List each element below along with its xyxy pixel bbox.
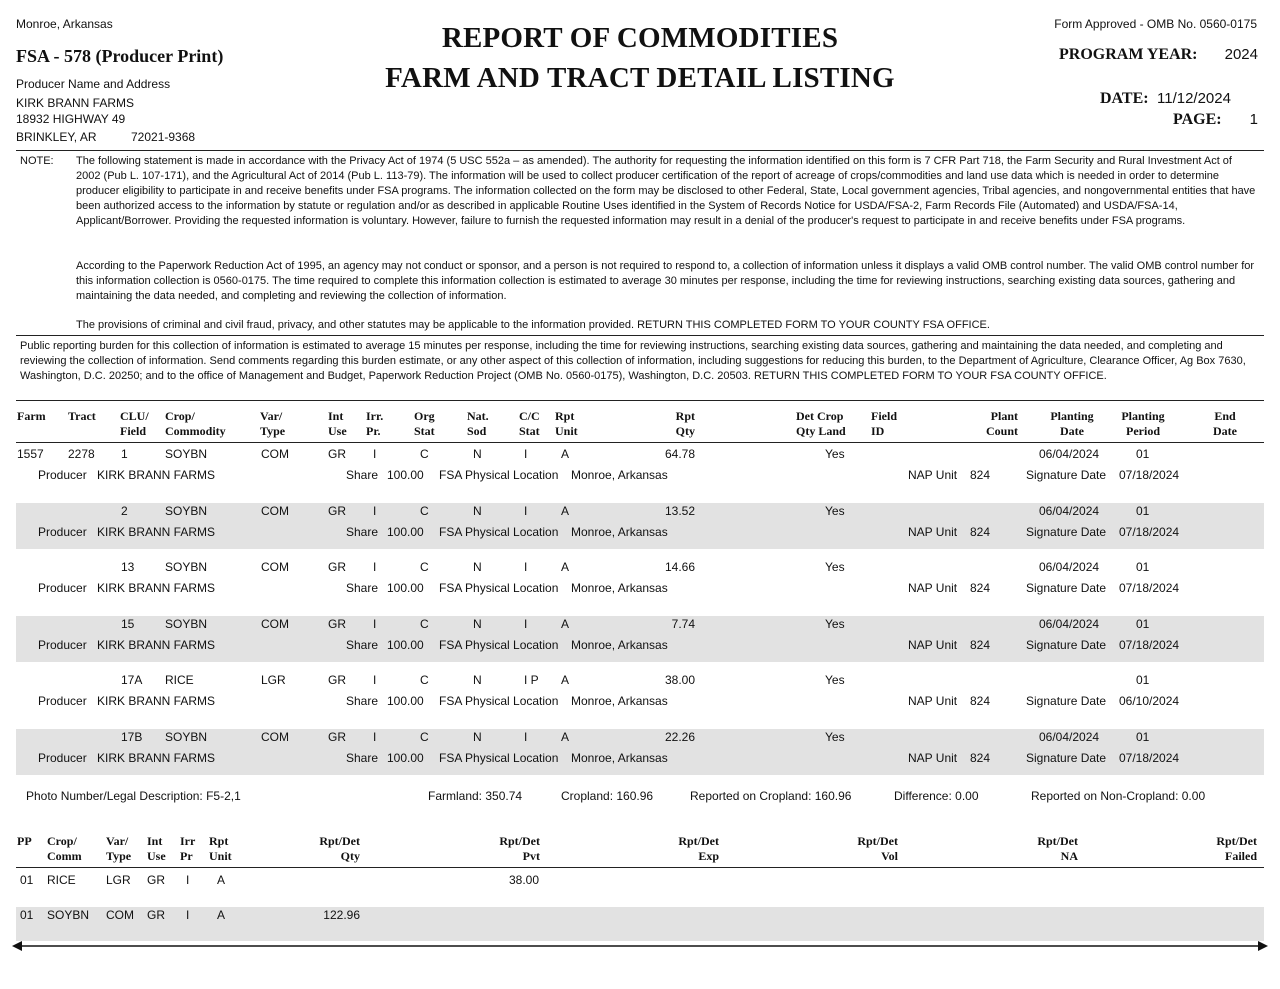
- cell-share: 100.00: [387, 637, 424, 652]
- sum-col-int: Int Use: [147, 834, 166, 863]
- cell-nap: 824: [970, 637, 991, 652]
- col-plant-count: Plant Count: [985, 409, 1018, 438]
- cell-clu: 17A: [121, 673, 143, 688]
- producer-name: KIRK BRANN FARMS: [16, 96, 135, 110]
- cell-nap: 824: [970, 468, 991, 482]
- cell-nat: N: [473, 503, 482, 518]
- cell-producer: KIRK BRANN FARMS: [97, 637, 216, 652]
- sum-col-irr: Irr Pr: [180, 834, 196, 863]
- cell-location-label: FSA Physical Location: [439, 468, 559, 482]
- col-end-date: End Date: [1213, 409, 1237, 438]
- county-location: Monroe, Arkansas: [16, 17, 113, 31]
- cell-location: Monroe, Arkansas: [571, 581, 668, 596]
- cell-location: Monroe, Arkansas: [571, 524, 668, 539]
- cell-var: LGR: [261, 673, 286, 688]
- col-nat-sod: Nat. Sod: [467, 409, 489, 438]
- cell-plant-date: 06/04/2024: [1039, 616, 1100, 631]
- cell-clu: 13: [121, 560, 135, 575]
- cell-location: Monroe, Arkansas: [571, 468, 668, 482]
- cell-share-label: Share: [346, 637, 379, 652]
- cell-nat: N: [473, 673, 482, 688]
- cell-clu: 15: [121, 616, 135, 631]
- cell-location-label: FSA Physical Location: [439, 637, 559, 652]
- col-org-stat: Org Stat: [414, 409, 435, 438]
- cell-qty: 38.00: [664, 673, 695, 688]
- table-row: [0, 446, 1280, 492]
- fraud-paragraph: The provisions of criminal and civil fraud, privacy, and other statutes may be applicable to the information provided. RETURN THIS COMPLETED FORM TO YOUR COUNTY FSA OFFICE.: [76, 319, 990, 331]
- cell-share-label: Share: [346, 751, 379, 765]
- cell-producer-label: Producer: [38, 581, 87, 596]
- cell-org: C: [420, 673, 429, 688]
- cell-producer: KIRK BRANN FARMS: [97, 694, 216, 709]
- cell-share-label: Share: [346, 524, 379, 539]
- col-cc-stat: C/C Stat: [519, 409, 540, 438]
- cell-org: C: [420, 447, 429, 461]
- col-planting-period: Planting Period: [1121, 409, 1165, 438]
- table-row: [0, 503, 1280, 549]
- col-rpt-unit: Rpt Unit: [555, 409, 578, 438]
- summary-cell-crop: RICE: [47, 873, 76, 887]
- cell-crop: SOYBN: [165, 616, 208, 631]
- cell-period: 01: [1136, 616, 1150, 631]
- col-int-use: Int Use: [328, 409, 347, 438]
- sum-col-unit: Rpt Unit: [209, 834, 232, 863]
- cell-producer: KIRK BRANN FARMS: [97, 524, 216, 539]
- cell-irr: I: [373, 447, 377, 461]
- cell-producer: KIRK BRANN FARMS: [97, 751, 216, 765]
- cell-clu: 2: [121, 503, 128, 518]
- cell-cc: I P: [524, 673, 539, 688]
- non-cropland-total: Reported on Non-Cropland: 0.00: [1031, 789, 1206, 803]
- cell-qty: 13.52: [664, 503, 695, 518]
- col-tract: Tract: [68, 409, 96, 423]
- table-row: [0, 616, 1280, 662]
- cell-nap: 824: [970, 694, 991, 709]
- cell-cc: I: [524, 730, 528, 744]
- cell-nat: N: [473, 730, 482, 744]
- cell-location-label: FSA Physical Location: [439, 751, 559, 765]
- sum-col-crop: Crop/ Comm: [47, 834, 82, 863]
- cell-int: GR: [328, 730, 346, 744]
- summary-cell-irr: I: [186, 873, 190, 887]
- cell-nap-label: NAP Unit: [908, 637, 958, 652]
- producer-label: Producer Name and Address: [16, 77, 171, 91]
- table-row: [0, 672, 1280, 718]
- cell-sig-date: 07/18/2024: [1119, 524, 1180, 539]
- divider: [16, 400, 1264, 401]
- cell-crop: RICE: [165, 673, 194, 688]
- cell-qty: 7.74: [671, 616, 695, 631]
- cell-unit: A: [561, 560, 570, 575]
- cell-producer-label: Producer: [38, 694, 87, 709]
- producer-street: 18932 HIGHWAY 49: [16, 112, 126, 126]
- cell-nap-label: NAP Unit: [908, 694, 958, 709]
- sum-col-failed: Rpt/Det Failed: [1216, 834, 1257, 863]
- cell-share: 100.00: [387, 468, 424, 482]
- cell-nap: 824: [970, 581, 991, 596]
- cell-sig-label: Signature Date: [1026, 581, 1107, 596]
- cell-crop-land: Yes: [825, 503, 845, 518]
- cell-crop-land: Yes: [825, 560, 845, 575]
- divider: [16, 867, 1264, 868]
- cell-producer-label: Producer: [38, 751, 87, 765]
- cell-crop: SOYBN: [165, 503, 208, 518]
- cell-irr: I: [373, 616, 377, 631]
- cell-irr: I: [373, 730, 377, 744]
- omb-number: Form Approved - OMB No. 0560-0175: [1054, 17, 1257, 31]
- difference-total: Difference: 0.00: [894, 789, 979, 803]
- cell-period: 01: [1136, 503, 1150, 518]
- cell-share: 100.00: [387, 751, 424, 765]
- program-year: 2024: [1224, 46, 1258, 63]
- sum-col-qty: Rpt/Det Qty: [319, 834, 360, 863]
- cell-location-label: FSA Physical Location: [439, 694, 559, 709]
- divider: [16, 442, 1264, 443]
- cell-producer: KIRK BRANN FARMS: [97, 581, 216, 596]
- cell-share-label: Share: [346, 581, 379, 596]
- cell-irr: I: [373, 503, 377, 518]
- cell-share-label: Share: [346, 468, 379, 482]
- page-label: PAGE:: [1173, 111, 1222, 128]
- cell-nat: N: [473, 447, 482, 461]
- cell-crop: SOYBN: [165, 730, 208, 744]
- cell-cc: I: [524, 503, 528, 518]
- sum-col-vol: Rpt/Det Vol: [857, 834, 898, 863]
- cell-org: C: [420, 560, 429, 575]
- cell-clu: 17B: [121, 730, 143, 744]
- paperwork-paragraph: According to the Paperwork Reduction Act of 1995, an agency may not conduct or sponsor, and a person is not required to respond to, a collection of information unless it displays a valid OMB control number. The valid OMB control number for this information collection is 0560-0175. The time required to complete this information collection is estimated to average 30 minutes per response, including the time for reviewing instructions, searching existing data sources, gathering and maintaining the data needed, and completing and reviewing the collection of information.: [76, 260, 1255, 302]
- cell-cc: I: [524, 560, 528, 575]
- summary-row: [0, 908, 1280, 928]
- summary-cell-irr: I: [186, 908, 190, 922]
- cell-cc: I: [524, 616, 528, 631]
- cell-period: 01: [1136, 730, 1150, 744]
- sum-col-na: Rpt/Det NA: [1037, 834, 1078, 863]
- cell-crop-land: Yes: [825, 616, 845, 631]
- cell-unit: A: [561, 503, 570, 518]
- end-of-page-arrow: [12, 938, 1268, 954]
- cell-location-label: FSA Physical Location: [439, 524, 559, 539]
- date-label: DATE:: [1100, 90, 1149, 107]
- cell-unit: A: [561, 447, 570, 461]
- cell-int: GR: [328, 447, 346, 461]
- table-row: [0, 559, 1280, 605]
- cell-share: 100.00: [387, 524, 424, 539]
- cell-share-label: Share: [346, 694, 379, 709]
- cell-sig-label: Signature Date: [1026, 637, 1107, 652]
- cell-cc: I: [524, 447, 528, 461]
- cell-location: Monroe, Arkansas: [571, 751, 668, 765]
- cell-unit: A: [561, 673, 570, 688]
- cell-farm: 1557: [17, 447, 44, 461]
- cell-sig-label: Signature Date: [1026, 694, 1107, 709]
- cell-int: GR: [328, 560, 346, 575]
- cell-period: 01: [1136, 560, 1150, 575]
- reported-cropland-total: Reported on Cropland: 160.96: [690, 789, 852, 803]
- cell-plant-date: 06/04/2024: [1039, 560, 1100, 575]
- divider: [16, 150, 1264, 151]
- summary-cell-unit: A: [217, 873, 226, 887]
- cell-crop-land: Yes: [825, 447, 845, 461]
- cell-nat: N: [473, 616, 482, 631]
- cell-sig-date: 07/18/2024: [1119, 581, 1180, 596]
- col-clu-field: CLU/ Field: [120, 409, 149, 438]
- summary-cell-unit: A: [217, 908, 226, 922]
- cell-nat: N: [473, 560, 482, 575]
- cell-crop-land: Yes: [825, 730, 845, 744]
- cell-period: 01: [1136, 447, 1150, 461]
- cell-unit: A: [561, 730, 570, 744]
- summary-cell-qty: 122.96: [323, 908, 360, 922]
- col-crop-commodity: Crop/ Commodity: [165, 409, 226, 438]
- cell-sig-label: Signature Date: [1026, 524, 1107, 539]
- cell-plant-date: 06/04/2024: [1039, 730, 1100, 744]
- col-planting-date: Planting Date: [1050, 409, 1094, 438]
- cell-crop: SOYBN: [165, 560, 208, 575]
- cell-org: C: [420, 616, 429, 631]
- cell-org: C: [420, 503, 429, 518]
- photo-legal-description: Photo Number/Legal Description: F5-2,1: [26, 789, 241, 803]
- summary-cell-var: LGR: [106, 873, 131, 887]
- cell-var: COM: [261, 560, 289, 575]
- cell-location-label: FSA Physical Location: [439, 581, 559, 596]
- cell-var: COM: [261, 616, 289, 631]
- producer-zip: 72021-9368: [131, 130, 196, 144]
- divider: [16, 335, 1264, 336]
- report-title-line1: REPORT OF COMMODITIES: [441, 22, 839, 54]
- report-date: 11/12/2024: [1157, 90, 1231, 107]
- cell-qty: 14.66: [664, 560, 695, 575]
- summary-cell-int: GR: [147, 908, 165, 922]
- cell-clu: 1: [121, 447, 128, 461]
- cell-nap: 824: [970, 751, 991, 765]
- cell-period: 01: [1136, 673, 1150, 688]
- cell-int: GR: [328, 503, 346, 518]
- cell-irr: I: [373, 560, 377, 575]
- program-year-label: PROGRAM YEAR:: [1059, 46, 1198, 63]
- cell-var: COM: [261, 730, 289, 744]
- cell-producer-label: Producer: [38, 468, 87, 482]
- privacy-act-paragraph: The following statement is made in accordance with the Privacy Act of 1974 (5 USC 552a – as amended). The authority for requesting the information identified on this form is 7 CFR Part 718, the Farm Security and Rural Investment Act of 2002 (Pub L. 107-171), and the Agricultural Act of 2014 (Pub L. 113-79). The information will be used to collect producer certification of the report of acreage of crops/commodities and land use data which is needed in order to determine producer eligibility to participate in and receive benefits under FSA programs. The information collected on the form may be disclosed to other Federal, State, Local government agencies, Tribal agencies, and nongovernmental entities that have been authorized access to the information by statute or regulation and/or as described in applicable Routine Uses identified in the System of Records Notice for USDA/FSA-2, Farm Records File (Automated) and USDA/FSA-14, Applicant/Borrower. Providing the requested information is voluntary. However, failure to furnish the requested information may result in a denial of the producer's request to participate in and receive benefits under FSA programs.: [76, 155, 1256, 227]
- cell-sig-date: 06/10/2024: [1119, 694, 1180, 709]
- col-irr-pr: Irr. Pr.: [366, 409, 384, 438]
- cell-qty: 64.78: [664, 447, 695, 461]
- cell-nap-label: NAP Unit: [908, 468, 958, 482]
- cell-tract: 2278: [68, 447, 95, 461]
- cell-location: Monroe, Arkansas: [571, 637, 668, 652]
- cell-irr: I: [373, 673, 377, 688]
- burden-paragraph: Public reporting burden for this collection of information is estimated to average 15 minutes per response, including the time for reviewing instructions, searching existing data sources, gathering and maintaining the data needed, and completing and reviewing the collection of information. Send comments regarding this burden estimate, or any other aspect of this collection of information, including suggestions for reducing this burden, to the Department of Agriculture, Clearance Officer, Ag Box 7630, Washington, D.C. 20250; and to the office of Management and Budget, Paperwork Reduction Project (OMB No. 0560-0175), Washington, D.C. 20503. RETURN THIS COMPLETED FORM TO YOUR FSA COUNTY OFFICE.: [20, 340, 1246, 382]
- col-rpt-qty: Rpt Qty: [675, 409, 695, 438]
- form-id: FSA - 578 (Producer Print): [16, 46, 224, 66]
- cell-plant-date: 06/04/2024: [1039, 447, 1100, 461]
- summary-cell-crop: SOYBN: [47, 908, 90, 922]
- summary-cell-pp: 01: [20, 908, 34, 922]
- summary-cell-pvt: 38.00: [508, 873, 539, 887]
- cell-location: Monroe, Arkansas: [571, 694, 668, 709]
- col-farm: Farm: [17, 409, 46, 423]
- summary-cell-pp: 01: [20, 873, 34, 887]
- report-title-line2: FARM AND TRACT DETAIL LISTING: [385, 62, 895, 94]
- farmland-total: Farmland: 350.74: [428, 789, 523, 803]
- col-var-type: Var/ Type: [260, 409, 286, 438]
- col-det-crop-land: Det Crop Qty Land: [796, 409, 846, 438]
- cell-share: 100.00: [387, 581, 424, 596]
- cell-nap-label: NAP Unit: [908, 524, 958, 539]
- cropland-total: Cropland: 160.96: [561, 789, 654, 803]
- cell-var: COM: [261, 503, 289, 518]
- cell-unit: A: [561, 616, 570, 631]
- cell-nap: 824: [970, 524, 991, 539]
- producer-city: BRINKLEY, AR: [16, 130, 97, 144]
- summary-cell-var: COM: [106, 908, 134, 922]
- cell-producer-label: Producer: [38, 524, 87, 539]
- note-label: NOTE:: [20, 155, 54, 167]
- sum-col-exp: Rpt/Det Exp: [678, 834, 719, 863]
- cell-plant-date: 06/04/2024: [1039, 503, 1100, 518]
- cell-producer-label: Producer: [38, 637, 87, 652]
- cell-sig-date: 07/18/2024: [1119, 751, 1180, 765]
- summary-cell-int: GR: [147, 873, 165, 887]
- page-number: 1: [1249, 111, 1258, 128]
- cell-var: COM: [261, 447, 289, 461]
- cell-producer: KIRK BRANN FARMS: [97, 468, 216, 482]
- col-field-id: Field ID: [871, 409, 897, 438]
- cell-qty: 22.26: [664, 730, 695, 744]
- cell-int: GR: [328, 673, 346, 688]
- cell-nap-label: NAP Unit: [908, 581, 958, 596]
- summary-row: [0, 873, 1280, 893]
- cell-crop: SOYBN: [165, 447, 208, 461]
- sum-col-var: Var/ Type: [106, 834, 132, 863]
- cell-crop-land: Yes: [825, 673, 845, 688]
- cell-sig-label: Signature Date: [1026, 751, 1107, 765]
- sum-col-pp: PP: [17, 834, 32, 848]
- cell-int: GR: [328, 616, 346, 631]
- table-row: [0, 729, 1280, 775]
- cell-share: 100.00: [387, 694, 424, 709]
- cell-sig-date: 07/18/2024: [1119, 468, 1180, 482]
- cell-nap-label: NAP Unit: [908, 751, 958, 765]
- cell-org: C: [420, 730, 429, 744]
- sum-col-pvt: Rpt/Det Pvt: [499, 834, 540, 863]
- cell-sig-date: 07/18/2024: [1119, 637, 1180, 652]
- cell-sig-label: Signature Date: [1026, 468, 1107, 482]
